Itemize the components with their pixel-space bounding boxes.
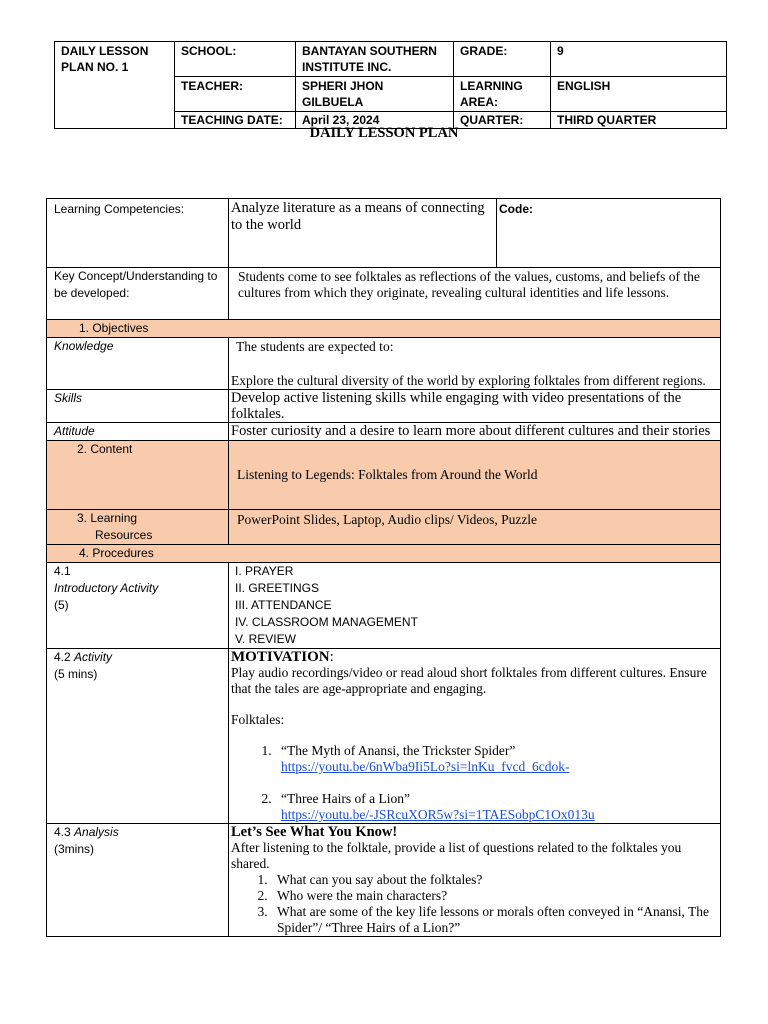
grade-value-cell (551, 42, 727, 77)
attitude-value: Foster curiosity and a desire to learn more about different cultures and their stories (229, 423, 721, 441)
teacher-label-cell (175, 77, 296, 112)
motivation-colon: : (329, 649, 334, 665)
analysis-content (229, 824, 721, 937)
analysis-text: After listening to the folktale, provide a list of questions related to the folktales you shared. (231, 840, 682, 871)
activity-content (229, 649, 721, 824)
school-value-cell (296, 42, 454, 77)
resources-heading (47, 510, 229, 545)
school-label-cell (175, 42, 296, 77)
procedures-heading: 4. Procedures (47, 545, 721, 563)
key-concept-label-text: Key Concept/Understanding to be developed: (54, 269, 218, 300)
activity-title: Activity (74, 650, 113, 664)
grade-label-cell (454, 42, 551, 77)
intro-item: II. GREETINGS (235, 581, 320, 595)
quarter-value: THIRD QUARTER (557, 113, 657, 127)
analysis-heading: Let’s See What You Know! (231, 824, 398, 840)
intro-activity-time: (5) (54, 598, 69, 612)
key-concept-label (47, 268, 229, 320)
knowledge-intro: The students are expected to: (236, 339, 394, 354)
analysis-num: 4.3 (54, 825, 71, 839)
intro-activity-title: Introductory Activity (54, 581, 159, 595)
intro-item: IV. CLASSROOM MANAGEMENT (235, 615, 418, 629)
grade-label: GRADE: (460, 44, 508, 58)
motivation-text: Play audio recordings/video or read aloud short folktales from different cultures. Ensure that the tales are age-appropriate and engaging. (231, 665, 707, 696)
attitude-label: Attitude (47, 423, 229, 441)
folktale-link[interactable]: https://youtu.be/-JSRcuXOR5w?si=1TAESobpC1Ox013u (281, 807, 595, 822)
area-value: ENGLISH (557, 79, 611, 93)
objectives-heading: 1. Objectives (47, 320, 721, 338)
skills-value: Develop active listening skills while engaging with video presentations of the folktales. (229, 390, 721, 423)
folktales-label: Folktales: (231, 712, 285, 727)
folktale-link[interactable]: https://youtu.be/6nWba9Ii5Lo?si=lnKu_fvcd_6cdok- (281, 759, 570, 774)
quarter-label: QUARTER: (460, 113, 524, 127)
school-value: BANTAYAN SOUTHERN INSTITUTE INC. (302, 44, 437, 74)
date-label: TEACHING DATE: (181, 113, 283, 127)
folktale-title: 2. “Three Hairs of a Lion” (281, 791, 410, 806)
code-label: Code: (497, 199, 721, 268)
grade-value: 9 (557, 44, 564, 58)
analysis-question: 3. What are some of the key life lessons or morals often conveyed in “Anansi, The Spider”/ “Three Hairs of a Lion?” (271, 904, 720, 936)
analysis-time: (3mins) (54, 842, 95, 856)
date-value: April 23, 2024 (302, 113, 380, 127)
activity-label (47, 649, 229, 824)
knowledge-text: Explore the cultural diversity of the world by exploring folktales from different regions. (231, 373, 706, 388)
lesson-header-table (54, 41, 727, 129)
plan-number: DAILY LESSON PLAN NO. 1 (61, 44, 149, 74)
intro-activity-list (229, 563, 721, 649)
teacher-value-cell (296, 77, 454, 112)
resources-heading-line2: Resources (95, 528, 153, 542)
folktales-list (231, 743, 720, 823)
folktale-item (275, 791, 720, 823)
lesson-plan-table (46, 198, 721, 937)
area-label: LEARNING AREA: (460, 79, 523, 109)
document-title: DAILY LESSON PLAN (309, 125, 459, 141)
activity-num: 4.2 (54, 650, 71, 664)
folktale-item (275, 743, 720, 775)
intro-item: III. ATTENDANCE (235, 598, 332, 612)
resources-heading-line1: 3. Learning (77, 511, 138, 525)
intro-item: V. REVIEW (235, 632, 296, 646)
intro-item: I. PRAYER (235, 564, 294, 578)
skills-label: Skills (47, 390, 229, 423)
resources-value: PowerPoint Slides, Laptop, Audio clips/ Videos, Puzzle (229, 510, 721, 545)
analysis-questions (231, 872, 720, 936)
activity-time: (5 mins) (54, 667, 98, 681)
teacher-value: SPHERI JHON GILBUELA (302, 79, 384, 109)
content-heading: 2. Content (47, 441, 229, 510)
teacher-label: TEACHER: (181, 79, 243, 93)
motivation-title: MOTIVATION (231, 649, 330, 665)
key-concept-value: Students come to see folktales as reflections of the values, customs, and beliefs of the cultures from which they originate, revealing cultural identities and life lessons. (229, 268, 721, 320)
area-label-cell (454, 77, 551, 112)
analysis-title: Analysis (74, 825, 119, 839)
knowledge-value (229, 338, 721, 390)
analysis-question: 2. Who were the main characters? (271, 888, 720, 904)
content-value: Listening to Legends: Folktales from Around the World (229, 441, 721, 510)
competencies-label: Learning Competencies: (47, 199, 229, 268)
knowledge-label: Knowledge (47, 338, 229, 390)
school-label: SCHOOL: (181, 44, 237, 58)
intro-activity-label (47, 563, 229, 649)
folktale-title: 1. “The Myth of Anansi, the Trickster Spider” (281, 743, 516, 758)
analysis-question: 1. What can you say about the folktales? (271, 872, 720, 888)
plan-number-cell (55, 42, 175, 129)
intro-activity-num: 4.1 (54, 564, 71, 578)
competencies-value: Analyze literature as a means of connecting to the world (229, 199, 497, 268)
analysis-label (47, 824, 229, 937)
area-value-cell (551, 77, 727, 112)
